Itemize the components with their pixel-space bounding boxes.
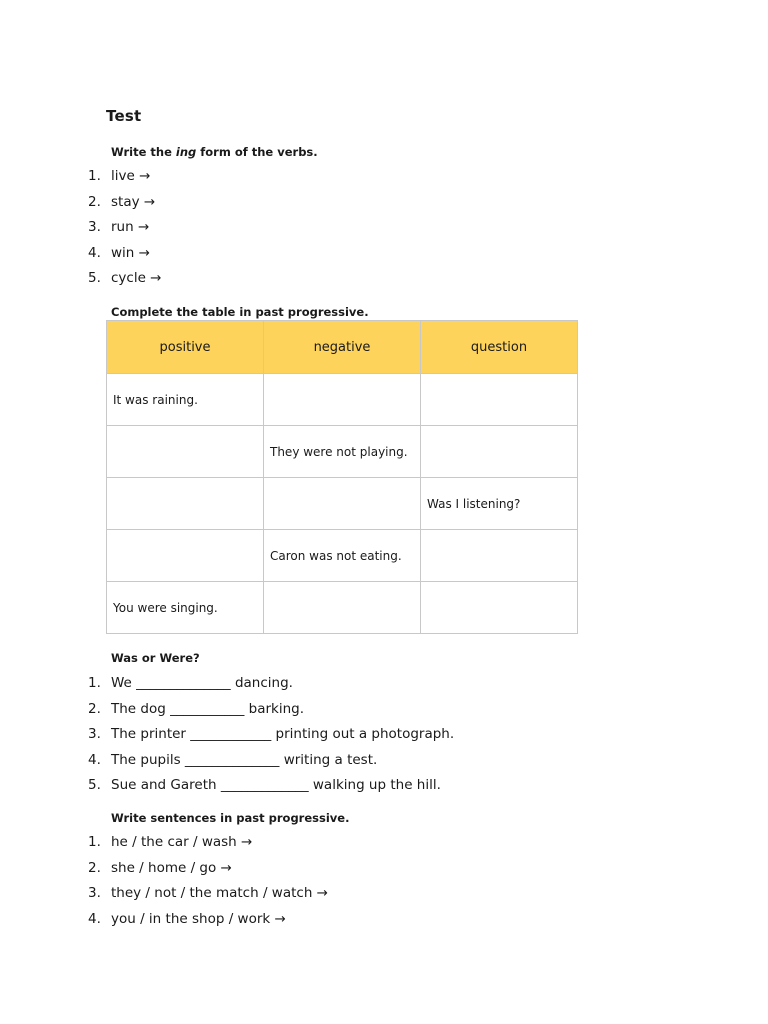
table-cell[interactable]: [421, 426, 578, 478]
section4-instruction: Write sentences in past progressive.: [111, 811, 350, 825]
item-number: 3.: [88, 885, 101, 901]
item-number: 5.: [88, 777, 101, 793]
table-row: [107, 582, 578, 634]
item-number: 1.: [88, 834, 101, 850]
section1-instruction: [111, 145, 318, 159]
item-number: 4.: [88, 910, 101, 927]
table-cell: You were singing.: [107, 582, 264, 634]
item-number: 2.: [88, 700, 101, 717]
table-cell[interactable]: [421, 374, 578, 426]
item-number: 4.: [88, 751, 101, 768]
section1-instruction-em: ing: [175, 145, 197, 159]
item-number: 5.: [88, 270, 101, 286]
table-cell[interactable]: [421, 582, 578, 634]
item-text: he / the car / wash →: [111, 834, 253, 850]
section1-instruction-suffix: form of the verbs.: [196, 145, 318, 159]
item-text: win →: [111, 244, 150, 261]
section3-instruction: Was or Were?: [111, 651, 200, 665]
table-cell[interactable]: [107, 530, 264, 582]
item-number: 1.: [88, 168, 101, 184]
item-number: 1.: [88, 675, 101, 691]
header-negative: negative: [264, 321, 421, 374]
table-row: [107, 478, 578, 530]
table-cell[interactable]: [421, 530, 578, 582]
item-text: cycle →: [111, 270, 162, 286]
item-text: The pupils ______________ writing a test.: [111, 751, 378, 768]
item-number: 3.: [88, 726, 101, 742]
item-number: 2.: [88, 859, 101, 876]
item-text: run →: [111, 219, 150, 235]
item-text: The printer ____________ printing out a photograph.: [111, 726, 455, 742]
table-header-row: [107, 321, 578, 374]
past-progressive-table: [106, 320, 578, 634]
table-cell[interactable]: [264, 478, 421, 530]
item-text: she / home / go →: [111, 859, 232, 876]
table-row: [107, 530, 578, 582]
section2-instruction: Complete the table in past progressive.: [111, 305, 369, 319]
table-cell[interactable]: [264, 582, 421, 634]
table-cell[interactable]: [264, 374, 421, 426]
page-title: Test: [106, 107, 142, 125]
table-row: [107, 426, 578, 478]
header-question: question: [421, 321, 578, 374]
item-text: stay →: [111, 193, 156, 210]
section1-instruction-prefix: Write the: [111, 145, 176, 159]
table-row: [107, 374, 578, 426]
item-text: Sue and Gareth _____________ walking up the hill.: [111, 777, 441, 793]
table-cell: Caron was not eating.: [264, 530, 421, 582]
table-cell[interactable]: [107, 478, 264, 530]
item-number: 3.: [88, 219, 101, 235]
header-positive: positive: [107, 321, 264, 374]
table-cell: Was I listening?: [421, 478, 578, 530]
item-number: 4.: [88, 244, 101, 261]
item-text: We ______________ dancing.: [111, 675, 293, 691]
table-cell: It was raining.: [107, 374, 264, 426]
item-text: The dog ___________ barking.: [111, 700, 305, 717]
item-text: you / in the shop / work →: [111, 910, 286, 927]
table-cell[interactable]: [107, 426, 264, 478]
item-text: they / not / the match / watch →: [111, 885, 328, 901]
item-text: live →: [111, 168, 151, 184]
item-number: 2.: [88, 193, 101, 210]
table-cell: They were not playing.: [264, 426, 421, 478]
